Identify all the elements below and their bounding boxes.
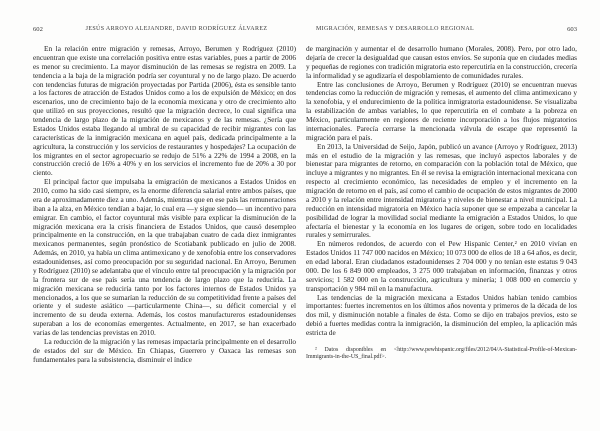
body-paragraph: La reducción de la migración y las remesas impactaría principalmente en el desarrollo de estados del sur de México. En Chiapas, Guerrero y Oaxaca las remesas son fundamentales para la subsistencia, disminuir el índice — [33, 336, 296, 364]
body-paragraph: Las tendencias de la migración mexicana a Estados Unidos habían tenido cambios importantes: fuertes incrementos en los últimos años noventa y primeros de la década de los dos mil, y disminución notable a finales de ésta. Como se dijo en trabajos previos, esto se debió a fuertes medidas contra la inmigración, la disminución del empleo, la aplicación más estricta de — [306, 292, 577, 337]
body-paragraph-continuation: de marginación y aumentar el de desarrollo humano (Morales, 2008). Pero, por otro lado, dejaría de crecer la desigualdad que causan estos envíos. Se suponía que en ciudades medias y pequeñas de regiones con tradición migratoria esto repercutiría en la construcción, crecería la informalidad y se agudizaría el despoblamiento de comunidades rurales. — [306, 44, 577, 80]
left-page-body — [33, 45, 296, 365]
right-page-number: 603 — [567, 26, 577, 33]
right-page — [300, 0, 600, 431]
body-paragraph: El principal factor que impulsaba la emigración de mexicanos a Estados Unidos en 2010, como ha sido casi siempre, es la enorme diferencia salarial entre ambos países, que era de aproximadamente diez a uno. Además, mientras que en ese país las remuneraciones iban a la alza, en México tendían a bajar, lo cual era —y sigue siendo— un incentivo para emigrar. En cambio, el factor coyuntural más visible para explicar la disminución de la migración mexicana era la crisis financiera de Estados Unidos, que causó desempleo principalmente en la construcción, en la que trabajaban cuatro de cada diez inmigrantes mexicanos permanentes, según pronóstico de Scotiabank publicado en julio de 2008. Además, en 2010, ya había un clima antimexicano y de xenofobia entre los conservadores estadounidenses, así como preocupación por su seguridad nacional. En Arroyo, Berumen y Rodríguez (2010) se adelantaba que el vínculo entre tal preocupación y la migración por la frontera sur de ese país sería una tendencia de largo plazo que la reduciría. La migración mexicana se reduciría tanto por los factores internos de Estados Unidos ya mencionados, a los que se sumarían la reducción de su competitividad frente a países del oriente y el sudeste asiático —particularmente China—, su déficit comercial y el incremento de su deuda externa. Además, los costos manufactureros estadounidenses superaban a los de economías emergentes. Actualmente, en 2017, se han exacerbado varias de las tendencias previstas en 2010. — [33, 177, 296, 337]
footnote: ² Datos disponibles en <http://www.pewhispanic.org/files/2012/04/A-Statistical-Profile-of-Mexican-Immigrants-in-the-US_final.pdf>. — [306, 346, 577, 360]
body-paragraph: En números redondos, de acuerdo con el Pew Hispanic Center,² en 2010 vivían en Estados Unidos 11 747 000 nacidos en México; 10 073 000 de ellos de 18 a 64 años, es decir, en edad laboral. Eran ciudadanos estadounidenses 2 704 000 y no tenían este estatus 9 043 000. De los 6 849 000 empleados, 3 275 000 trabajaban en información, finanzas y otros servicios; 1 582 000 en la construcción, agricultura y minería; 1 008 000 en comercio y transportación y 984 mil en la manufactura. — [306, 239, 577, 293]
body-paragraph: Entre las conclusiones de Arroyo, Berumen y Rodríguez (2010) se encuentran nuevas tendencias como la reducción de migración y remesas, el aumento del clima antimexicano y la xenofobia, y el endurecimiento de la política inmigratoria estadounidense. Se visualizaba la estabilización de ambas variables, lo que repercutiría en el combate a la pobreza en México, particularmente en regiones de reciente incorporación a los flujos migratorios internacionales. Parecía cerrarse la mencionada válvula de escape que representó la migración para el país. — [306, 79, 577, 142]
left-page-header — [33, 26, 296, 36]
right-page-header — [306, 26, 577, 36]
body-paragraph: En 2013, la Universidad de Seijo, Japón, publicó un avance (Arroyo y Rodríguez, 2013) más en el estudio de la migración y las remesas, que incluyó aspectos laborales y de bienestar para migrantes de retorno, en comparación con la población total de México, que incluye a migrantes y no migrantes. En él se revisa la emigración internacional mexicana con respecto al crecimiento económico, las necesidades de empleo y el incremento en la migración de retorno en el país, así como el cambio de ocupación de estos migrantes de 2000 a 2010 y la relación entre intensidad migratoria y niveles de bienestar a nivel municipal. La reducción en intensidad migratoria en México hacía suponer que se empezaba a cancelar la posibilidad de lograr la movilidad social mediante la emigración a Estados Unidos, lo que afectaría el bienestar y la economía en los lugares de origen, sobre todo en localidades rurales y semirrurales. — [306, 141, 577, 240]
left-running-head: JESÚS ARROYO ALEJANDRE, DAVID RODRÍGUEZ ÁLVAREZ — [85, 26, 268, 32]
body-paragraph: En la relación entre migración y remesas, Arroyo, Berumen y Rodríguez (2010) encuentran que existe una correlación positiva entre estas variables, pues a partir de 2006 es menor su crecimiento. La mayor disminución de las remesas se registra en 2009. La tendencia a la baja de la migración podría ser coyuntural y no de largo plazo. De acuerdo con tendencias futuras de migración proyectadas por Partida (2006), ésta es sensible tanto a los factores de atracción de Estados Unidos como a los de expulsión de México; en dos escenarios, uno de crecimiento bajo de la economía mexicana y otro de crecimiento alto que utilizó en sus proyecciones, resultó que la migración decrece, lo cual significa una tendencia de largo plazo de la migración de mexicanos y de las remesas. ¿Sería que Estados Unidos estaba llegando al umbral de su capacidad de recibir migrantes con las características de la inmigración mexicana en aquel país, dedicada principalmente a la agricultura, la construcción y los servicios de restaurantes y hospedajes? La ocupación de los migrantes en el sector agropecuario se redujo de 51% a 22% de 1994 a 2008, en la construcción creció de 16% a 40% y en los servicios el incremento fue de 20% a 30 por ciento. — [33, 44, 296, 178]
right-page-body — [306, 45, 577, 338]
right-running-head: MIGRACIÓN, REMESAS Y DESARROLLO REGIONAL — [316, 26, 475, 32]
left-page-number: 602 — [33, 26, 43, 33]
